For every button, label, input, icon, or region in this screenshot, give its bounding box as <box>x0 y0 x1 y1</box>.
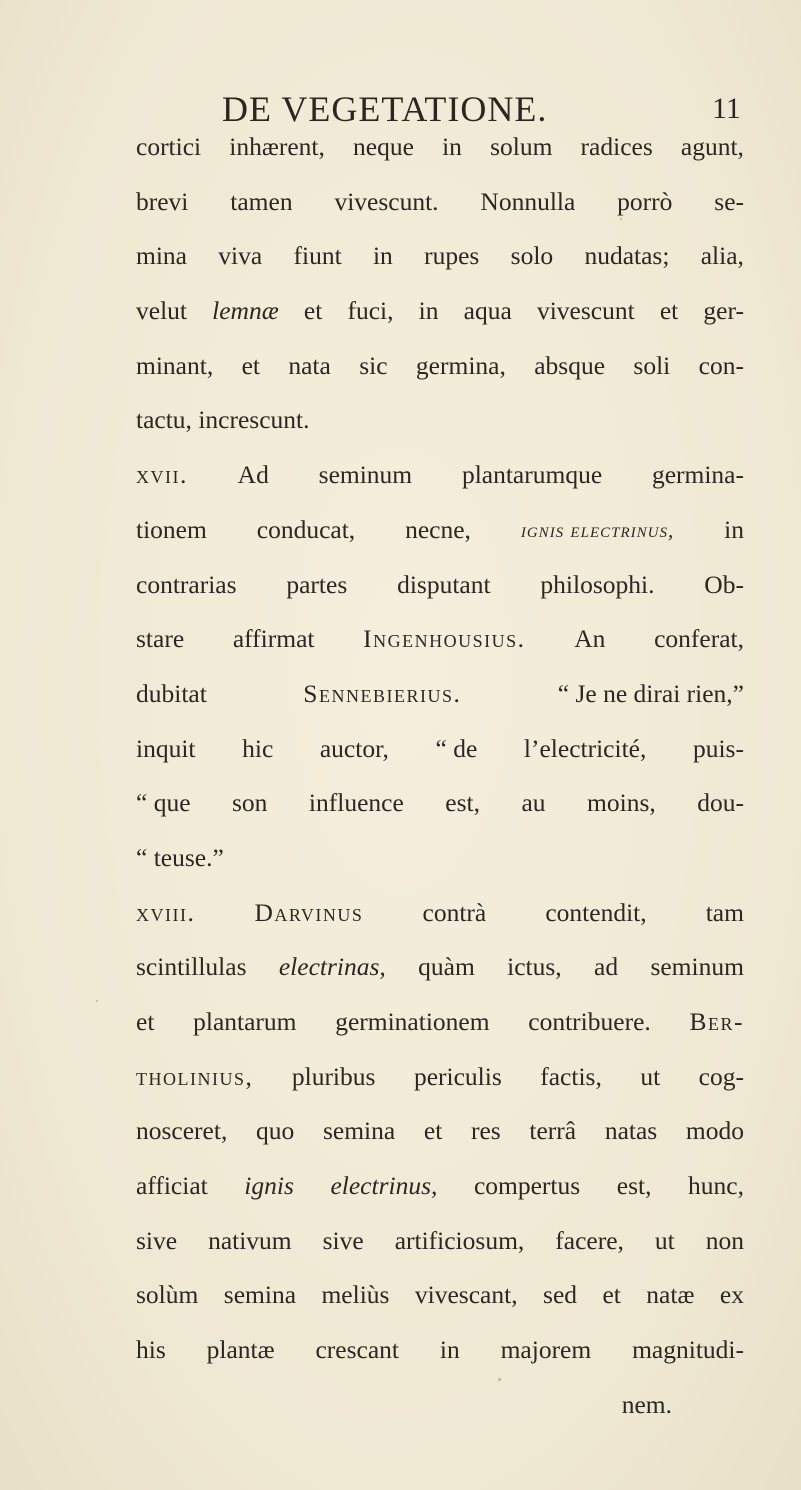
author-name: tholinius, <box>136 1061 254 1091</box>
word: periculis <box>413 1061 502 1091</box>
text-line <box>136 940 744 995</box>
word: An <box>574 624 606 654</box>
text-line <box>136 667 744 722</box>
running-head: DE VEGETATIONE. <box>222 89 548 129</box>
text-line <box>136 1104 744 1159</box>
word: fiunt <box>293 241 342 271</box>
word: alia, <box>700 241 744 271</box>
word: artificiosum, <box>394 1225 525 1255</box>
word: solum <box>490 132 553 161</box>
author-name: Ingenhousius. <box>363 624 526 654</box>
text-line <box>136 448 744 503</box>
paper-speck <box>96 1000 98 1002</box>
word: natæ <box>646 1280 695 1310</box>
body-text <box>136 120 744 1433</box>
word: solùm <box>136 1280 199 1310</box>
word: inquit <box>136 733 196 763</box>
paper-speck <box>620 218 622 220</box>
word: majorem <box>500 1335 592 1365</box>
word: stare <box>136 624 185 654</box>
word: in <box>418 296 439 326</box>
word: in <box>439 1335 460 1365</box>
word: conducat, <box>256 514 356 544</box>
word: influence <box>308 788 404 818</box>
author-name: Ber- <box>689 1007 744 1036</box>
text-line <box>136 1050 744 1105</box>
word: terrâ <box>529 1116 577 1146</box>
word: ex <box>719 1280 744 1310</box>
word: sive <box>322 1225 364 1255</box>
word: contendit, <box>545 897 647 927</box>
word: contribuere. <box>528 1007 651 1036</box>
word: “ que <box>136 788 191 818</box>
word: aqua <box>463 296 512 326</box>
word: se- <box>714 186 744 216</box>
word: rupes <box>424 241 480 271</box>
word: nativum <box>208 1225 292 1255</box>
word: “ teuse.” <box>136 842 224 872</box>
word: in <box>372 241 393 271</box>
word: fuci, <box>347 296 394 326</box>
word: agunt, <box>680 132 744 161</box>
word: increscunt. <box>198 405 310 435</box>
word: semina <box>322 1116 396 1146</box>
word: ut <box>640 1061 661 1091</box>
word: porrò <box>617 186 673 216</box>
author-name: Sennebierius. <box>303 678 462 708</box>
word: absque <box>534 350 606 380</box>
text-line <box>136 831 744 886</box>
word: tactu, <box>136 405 192 435</box>
text-line <box>136 1159 744 1214</box>
word: philosophi. <box>540 569 655 599</box>
text-line <box>136 722 744 777</box>
word: semina <box>223 1280 297 1310</box>
text-line <box>136 1323 744 1378</box>
word: in <box>442 132 462 161</box>
word: velut <box>136 296 187 326</box>
word: plantarum <box>193 1007 297 1036</box>
word: Nonnulla <box>480 186 576 216</box>
word: brevi <box>136 186 189 216</box>
word: contrarias <box>136 569 237 599</box>
word: seminum <box>650 952 744 982</box>
word: contrà <box>422 897 487 927</box>
word: nata <box>288 350 331 380</box>
catchword-line <box>136 1378 744 1433</box>
word: et <box>241 350 260 380</box>
word: soli <box>633 350 671 380</box>
word: solo <box>510 241 554 271</box>
text-line <box>136 558 744 613</box>
word: factis, <box>540 1061 602 1091</box>
word: germinationem <box>335 1007 490 1036</box>
quoted-text: “ Je ne dirai rien,” <box>557 678 744 708</box>
word: plantarumque <box>461 460 603 490</box>
word: sive <box>136 1225 178 1255</box>
text-line <box>136 1268 744 1323</box>
word: est, <box>445 788 480 818</box>
word: mina <box>136 241 187 271</box>
text-line <box>136 503 744 558</box>
italic-word: lemnæ <box>212 296 279 326</box>
text-line <box>136 776 744 831</box>
word: meliùs <box>321 1280 390 1310</box>
word: quàm <box>418 952 475 982</box>
page-number: 11 <box>712 92 741 125</box>
word: dou- <box>697 788 744 818</box>
word: germina- <box>651 460 744 490</box>
word: l’electricité, <box>523 733 647 763</box>
word: ut <box>654 1225 675 1255</box>
word: disputant <box>397 569 491 599</box>
word: dubitat <box>136 678 207 708</box>
word: affirmat <box>232 624 315 654</box>
word: in <box>724 514 744 544</box>
word: tionem <box>136 514 207 544</box>
word: vivescunt. <box>334 186 439 216</box>
word: seminum <box>318 460 413 490</box>
word: tam <box>705 897 744 927</box>
word: germina, <box>415 350 506 380</box>
word: plantæ <box>206 1335 275 1365</box>
word: natas <box>604 1116 658 1146</box>
word: moins, <box>587 788 656 818</box>
word: pluribus <box>291 1061 376 1091</box>
word: sed <box>543 1280 578 1310</box>
text-line <box>136 612 744 667</box>
author-name: Darvinus <box>254 897 364 927</box>
word: puis- <box>692 733 744 763</box>
word: son <box>232 788 268 818</box>
word: vivescunt <box>536 296 635 326</box>
word: et <box>659 296 679 326</box>
word: auctor, <box>319 733 389 763</box>
section-number: xvii. <box>136 460 188 490</box>
word: tamen <box>230 186 293 216</box>
word: quo <box>256 1116 295 1146</box>
italic-word: ignis <box>244 1171 294 1201</box>
word: ad <box>594 952 619 982</box>
italic-word: electrinas, <box>278 952 386 982</box>
paper-speck <box>498 1378 501 1381</box>
word: cortici <box>136 132 202 161</box>
word: au <box>521 788 546 818</box>
word: his <box>136 1335 166 1365</box>
word: res <box>470 1116 501 1146</box>
word: “ de <box>435 733 478 763</box>
word: et <box>423 1116 443 1146</box>
text-line <box>136 995 744 1050</box>
word: Ob- <box>704 569 744 599</box>
word: ictus, <box>507 952 562 982</box>
word: est, <box>616 1171 652 1201</box>
word: necne, <box>405 514 471 544</box>
word: et <box>602 1280 621 1310</box>
text-line <box>136 120 744 175</box>
word: afficiat <box>136 1171 208 1201</box>
text-line <box>136 393 744 448</box>
section-number: xviii. <box>136 897 196 927</box>
word: magnitudi- <box>632 1335 744 1365</box>
catchword: nem. <box>621 1389 672 1419</box>
text-line <box>136 175 744 230</box>
word: facere, <box>555 1225 624 1255</box>
word: et <box>136 1007 155 1036</box>
text-line <box>136 229 744 284</box>
word: modo <box>685 1116 744 1146</box>
word: inhærent, <box>229 132 325 161</box>
word: hunc, <box>688 1171 744 1201</box>
word: cog- <box>698 1061 744 1091</box>
word: crescant <box>315 1335 400 1365</box>
word: ger- <box>703 296 744 326</box>
word: partes <box>286 569 348 599</box>
word: conferat, <box>654 624 744 654</box>
word: vivescant, <box>414 1280 518 1310</box>
word: nudatas; <box>584 241 670 271</box>
word: hic <box>242 733 274 763</box>
word: sic <box>359 350 388 380</box>
word: scintillulas <box>136 952 247 982</box>
word: neque <box>353 132 414 161</box>
word: non <box>705 1225 744 1255</box>
italic-word: electrinus, <box>330 1171 438 1201</box>
text-line <box>136 1214 744 1269</box>
word: con- <box>698 350 744 380</box>
word: Ad <box>237 460 269 490</box>
word: radices <box>580 132 653 161</box>
word: compertus <box>473 1171 581 1201</box>
text-line <box>136 886 744 941</box>
text-line <box>136 339 744 394</box>
word: et <box>303 296 323 326</box>
italic-term: ignis electrinus, <box>520 517 675 542</box>
text-line <box>136 284 744 339</box>
word: nosceret, <box>136 1116 228 1146</box>
word: minant, <box>136 350 214 380</box>
word: viva <box>218 241 263 271</box>
